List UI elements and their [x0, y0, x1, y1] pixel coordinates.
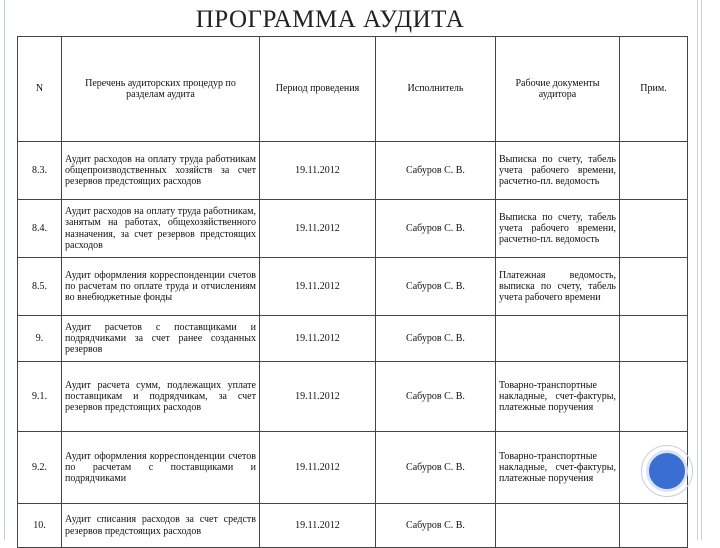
row-executor: Сабуров С. В. — [376, 200, 496, 258]
frame-line-right — [697, 0, 698, 540]
row-docs: Платежная ведомость, выписка по счету, табель учета рабочего времени — [496, 258, 620, 316]
table-row — [18, 504, 688, 548]
row-number: 8.3. — [18, 142, 62, 200]
row-period: 19.11.2012 — [260, 200, 376, 258]
row-executor: Сабуров С. В. — [376, 258, 496, 316]
row-docs: Выписка по счету, табель учета рабочего времени, расчетно-пл. ведомость — [496, 142, 620, 200]
row-number: 9.2. — [18, 432, 62, 504]
header-period: Период проведения — [260, 37, 376, 142]
row-docs — [496, 316, 620, 362]
row-procedure: Аудит списания расходов за счет средств резервов предстоящих расходов — [62, 504, 260, 548]
table-row — [18, 258, 688, 316]
row-procedure: Аудит оформления корреспонденции счетов по расчетам с поставщиками и подрядчиками — [62, 432, 260, 504]
row-note — [620, 362, 688, 432]
row-number: 9. — [18, 316, 62, 362]
row-note — [620, 504, 688, 548]
row-executor: Сабуров С. В. — [376, 504, 496, 548]
row-executor: Сабуров С. В. — [376, 142, 496, 200]
decorative-circle — [646, 450, 688, 492]
header-n: N — [18, 37, 62, 142]
frame-line-right-inner — [701, 0, 702, 540]
header-docs: Рабочие документы аудитора — [496, 37, 620, 142]
row-procedure: Аудит расходов на оплату труда работникам, занятым на работах, общехозяйственного назначения, за счет резервов предстоящих расходов — [62, 200, 260, 258]
row-number: 8.4. — [18, 200, 62, 258]
row-executor: Сабуров С. В. — [376, 362, 496, 432]
row-period: 19.11.2012 — [260, 142, 376, 200]
audit-program-table — [17, 36, 688, 548]
row-docs: Выписка по счету, табель учета рабочего времени, расчетно-пл. ведомость — [496, 200, 620, 258]
row-period: 19.11.2012 — [260, 432, 376, 504]
row-note — [620, 200, 688, 258]
row-period: 19.11.2012 — [260, 504, 376, 548]
header-note: Прим. — [620, 37, 688, 142]
table-row — [18, 432, 688, 504]
row-docs — [496, 504, 620, 548]
row-number: 8.5. — [18, 258, 62, 316]
row-note — [620, 142, 688, 200]
table-row — [18, 362, 688, 432]
row-note — [620, 258, 688, 316]
row-executor: Сабуров С. В. — [376, 316, 496, 362]
row-docs: Товарно-транспортные накладные, счет-фактуры, платежные поручения — [496, 362, 620, 432]
table-row — [18, 142, 688, 200]
row-period: 19.11.2012 — [260, 316, 376, 362]
row-period: 19.11.2012 — [260, 258, 376, 316]
row-procedure: Аудит оформления корреспонденции счетов по расчетам по оплате труда и отчислениям во внебюджетные фонды — [62, 258, 260, 316]
row-procedure: Аудит расчета сумм, подлежащих уплате поставщикам и подрядчикам, за счет резервов предстоящих расходов — [62, 362, 260, 432]
frame-line-left — [4, 0, 5, 540]
row-note — [620, 316, 688, 362]
header-executor: Исполнитель — [376, 37, 496, 142]
row-number: 10. — [18, 504, 62, 548]
row-number: 9.1. — [18, 362, 62, 432]
row-period: 19.11.2012 — [260, 362, 376, 432]
header-procedures: Перечень аудиторских процедур по разделам аудита — [62, 37, 260, 142]
table-row — [18, 200, 688, 258]
row-procedure: Аудит расходов на оплату труда работникам общепроизводственных хозяйств за счет резервов предстоящих расходов — [62, 142, 260, 200]
page-title: ПРОГРАММА АУДИТА — [195, 6, 465, 33]
row-docs: Товарно-транспортные накладные, счет-фактуры, платежные поручения — [496, 432, 620, 504]
table-header-row — [18, 37, 688, 142]
row-executor: Сабуров С. В. — [376, 432, 496, 504]
table-row — [18, 316, 688, 362]
row-procedure: Аудит расчетов с поставщиками и подрядчиками за счет ранее созданных резервов — [62, 316, 260, 362]
